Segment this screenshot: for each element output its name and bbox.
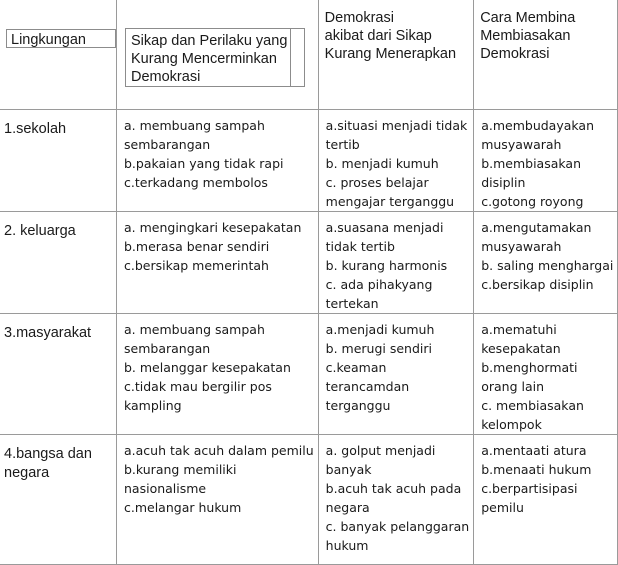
- akibat-line: tidak tertib: [325, 239, 395, 254]
- header-cara-cell: [474, 0, 618, 110]
- header-sikap: [125, 28, 305, 87]
- sikap-line: c.melangar hukum: [124, 500, 242, 515]
- akibat-cell: [318, 314, 474, 435]
- sikap-line: c.tidak mau bergilir pos: [124, 379, 272, 394]
- cara-line: a.mentaati atura: [481, 443, 587, 458]
- row-label-cell: [0, 314, 117, 435]
- sikap-line: nasionalisme: [124, 481, 207, 496]
- cara-cell: [474, 435, 618, 565]
- akibat-line: negara: [325, 500, 370, 515]
- row-label: 3.masyarakat: [4, 325, 92, 341]
- sikap-line: c.bersikap memerintah: [124, 258, 269, 273]
- table-row: [0, 110, 618, 212]
- sikap-line: c.terkadang membolos: [124, 175, 268, 190]
- cara-cell: [474, 110, 618, 212]
- akibat-line: c.keaman: [325, 360, 387, 375]
- akibat-line: hukum: [325, 538, 369, 553]
- cara-line: disiplin: [481, 175, 526, 190]
- cara-line: musyawarah: [481, 137, 562, 152]
- table-row: [0, 314, 618, 435]
- header-row: [0, 0, 618, 110]
- header-demokrasi-line: akibat dari Sikap: [324, 28, 432, 44]
- cara-cell: [474, 314, 618, 435]
- sikap-line: kampling: [124, 398, 182, 413]
- cara-line: orang lain: [481, 379, 545, 394]
- row-label-cell: [0, 212, 117, 314]
- cara-line: b.menghormati: [481, 360, 578, 375]
- cara-line: b. saling menghargai: [481, 258, 614, 273]
- header-demokrasi-cell: [318, 0, 474, 110]
- sikap-line: a. membuang sampah: [124, 322, 265, 337]
- header-sikap-line: Kurang Mencerminkan: [131, 51, 277, 67]
- header-sikap-cell: [117, 0, 319, 110]
- header-lingkungan-cell: [0, 0, 117, 110]
- akibat-line: a.menjadi kumuh: [325, 322, 435, 337]
- akibat-line: c. banyak pelanggaran: [325, 519, 470, 534]
- akibat-line: a.situasi menjadi tidak: [325, 118, 468, 133]
- header-cara-line: Demokrasi: [480, 46, 550, 62]
- header-demokrasi-line: Kurang Menerapkan: [324, 46, 457, 62]
- cara-line: c. membiasakan: [481, 398, 584, 413]
- cara-line: c.gotong royong: [481, 194, 584, 209]
- akibat-line: a.suasana menjadi: [325, 220, 444, 235]
- akibat-line: c. proses belajar: [325, 175, 429, 190]
- header-cara-line: Cara Membina: [480, 10, 576, 26]
- row-label: 2. keluarga: [4, 223, 76, 239]
- cara-line: pemilu: [481, 500, 524, 515]
- akibat-line: b. merugi sendiri: [325, 341, 432, 356]
- cara-line: a.mematuhi: [481, 322, 557, 337]
- header-lingkungan: Lingkungan: [6, 29, 116, 48]
- header-sikap-line: Sikap dan Perilaku yang: [131, 33, 288, 49]
- akibat-cell: [318, 435, 474, 565]
- sikap-line: b.merasa benar sendiri: [124, 239, 270, 254]
- akibat-line: a. golput menjadi: [325, 443, 436, 458]
- sikap-line: sembarangan: [124, 137, 211, 152]
- sikap-line: a.acuh tak acuh dalam pemilu: [124, 443, 314, 458]
- header-cara-line: Membiasakan: [480, 28, 571, 44]
- cara-line: kesepakatan: [481, 341, 561, 356]
- sikap-line: b.kurang memiliki: [124, 462, 237, 477]
- akibat-cell: [318, 212, 474, 314]
- row-label-cell: [0, 110, 117, 212]
- akibat-line: b. menjadi kumuh: [325, 156, 439, 171]
- akibat-cell: [318, 110, 474, 212]
- row-label: 1.sekolah: [4, 121, 67, 137]
- sikap-cell: [117, 212, 319, 314]
- akibat-line: b. kurang harmonis: [325, 258, 448, 273]
- table-row: [0, 212, 618, 314]
- header-demokrasi: [319, 0, 474, 63]
- akibat-line: terancamdan: [325, 379, 410, 394]
- cara-line: c.bersikap disiplin: [481, 277, 594, 292]
- cara-line: a.membudayakan: [481, 118, 594, 133]
- cara-line: kelompok: [481, 417, 542, 432]
- row-label-cell: [0, 435, 117, 565]
- header-sikap-divider: [290, 29, 291, 86]
- sikap-line: b.pakaian yang tidak rapi: [124, 156, 284, 171]
- akibat-line: tertib: [325, 137, 360, 152]
- sikap-cell: [117, 314, 319, 435]
- sikap-line: b. melanggar kesepakatan: [124, 360, 291, 375]
- sikap-line: a. mengingkari kesepakatan: [124, 220, 302, 235]
- cara-line: b.membiasakan: [481, 156, 581, 171]
- sikap-line: sembarangan: [124, 341, 211, 356]
- sikap-line: a. membuang sampah: [124, 118, 265, 133]
- akibat-line: mengajar terganggu: [325, 194, 455, 209]
- sikap-cell: [117, 435, 319, 565]
- table-row: [0, 435, 618, 565]
- cara-cell: [474, 212, 618, 314]
- header-demokrasi-line: Demokrasi: [324, 10, 394, 26]
- row-label: negara: [4, 465, 50, 481]
- akibat-line: c. ada pihakyang: [325, 277, 433, 292]
- cara-line: musyawarah: [481, 239, 562, 254]
- akibat-line: terganggu: [325, 398, 391, 413]
- cara-line: a.mengutamakan: [481, 220, 592, 235]
- cara-line: b.menaati hukum: [481, 462, 592, 477]
- header-cara: [474, 0, 617, 63]
- akibat-line: tertekan: [325, 296, 379, 311]
- akibat-line: b.acuh tak acuh pada: [325, 481, 462, 496]
- cara-line: c.berpartisipasi: [481, 481, 578, 496]
- row-label: 4.bangsa dan: [4, 446, 92, 462]
- akibat-line: banyak: [325, 462, 372, 477]
- header-sikap-line: Demokrasi: [131, 69, 201, 85]
- sikap-cell: [117, 110, 319, 212]
